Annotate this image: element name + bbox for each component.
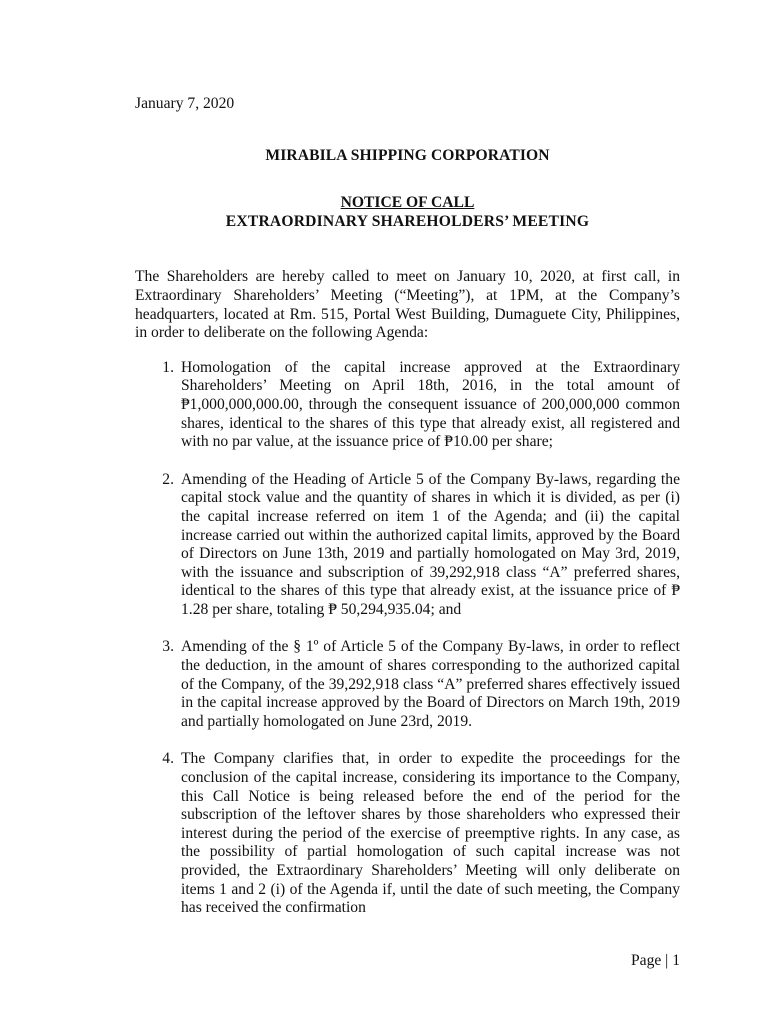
document-body (135, 95, 680, 937)
meeting-title: EXTRAORDINARY SHAREHOLDERS’ MEETING (225, 212, 590, 230)
notice-title: NOTICE OF CALL (340, 194, 475, 212)
company-name: MIRABILA SHIPPING CORPORATION (265, 146, 550, 164)
agenda-item-text: The Company clarifies that, in order to expedite the proceedings for the conclusion of the capital increase, considering its importance to the Company, this Call Notice is being released before the end of the period for the subscription of the leftover shares by those shareholders who expressed their interest during the period of the exercise of preemptive rights. In any case, as the possibility of partial homologation of such capital increase was not provided, the Extraordinary Shareholders’ Meeting will only deliberate on items 1 and 2 (i) of the Agenda if, until the date of such meeting, the Company has received the confirmation (181, 750, 680, 917)
page-number: Page | 1 (630, 952, 680, 969)
agenda-item-2 (135, 471, 680, 620)
agenda-item-number: 2. (162, 470, 174, 488)
agenda-item-1 (135, 359, 680, 452)
agenda-item-text: Homologation of the capital increase approved at the Extraordinary Shareholders’ Meeting on April 18th, 2016, in the total amount of ₱1,000,000,000.00, through the consequent issuance of 200,000,000 common shares, identical to the shares of this type that already exist, all registered and with no par value, at the issuance price of ₱10.00 per share; (181, 358, 680, 451)
agenda-item-text: Amending of the Heading of Article 5 of the Company By-laws, regarding the capital stock value and the quantity of shares in which it is divided, as per (i) the capital increase referred on item 1 of the Agenda; and (ii) the capital increase carried out within the authorized capital limits, approved by the Board of Directors on June 13th, 2019 and partially homologated on May 3rd, 2019, with the issuance and subscription of 39,292,918 class “A” preferred shares, identical to the shares of this type that already exist, at the issuance price of ₱ 1.28 per share, totaling ₱ 50,294,935.04; and (181, 470, 680, 618)
agenda-item-3 (135, 638, 680, 731)
agenda-item-number: 3. (162, 638, 174, 656)
agenda-item-number: 1. (162, 358, 174, 376)
agenda-item-number: 4. (162, 750, 174, 768)
document-date: January 7, 2020 (135, 95, 235, 112)
agenda-item-4 (135, 750, 680, 917)
agenda-list (135, 359, 680, 918)
intro-paragraph: The Shareholders are hereby called to meet on January 10, 2020, at first call, in Extraordinary Shareholders’ Meeting (“Meeting”), at 1PM, at the Company’s headquarters, located at Rm. 515, Portal West Building, Dumaguete City, Philippines, in order to deliberate on the following Agenda: (135, 268, 680, 342)
agenda-item-text: Amending of the § 1º of Article 5 of the Company By-laws, in order to reflect the deduction, in the amount of shares corresponding to the authorized capital of the Company, of the 39,292,918 class “A” preferred shares effectively issued in the capital increase approved by the Board of Directors on March 19th, 2019 and partially homologated on June 23rd, 2019. (181, 638, 680, 730)
